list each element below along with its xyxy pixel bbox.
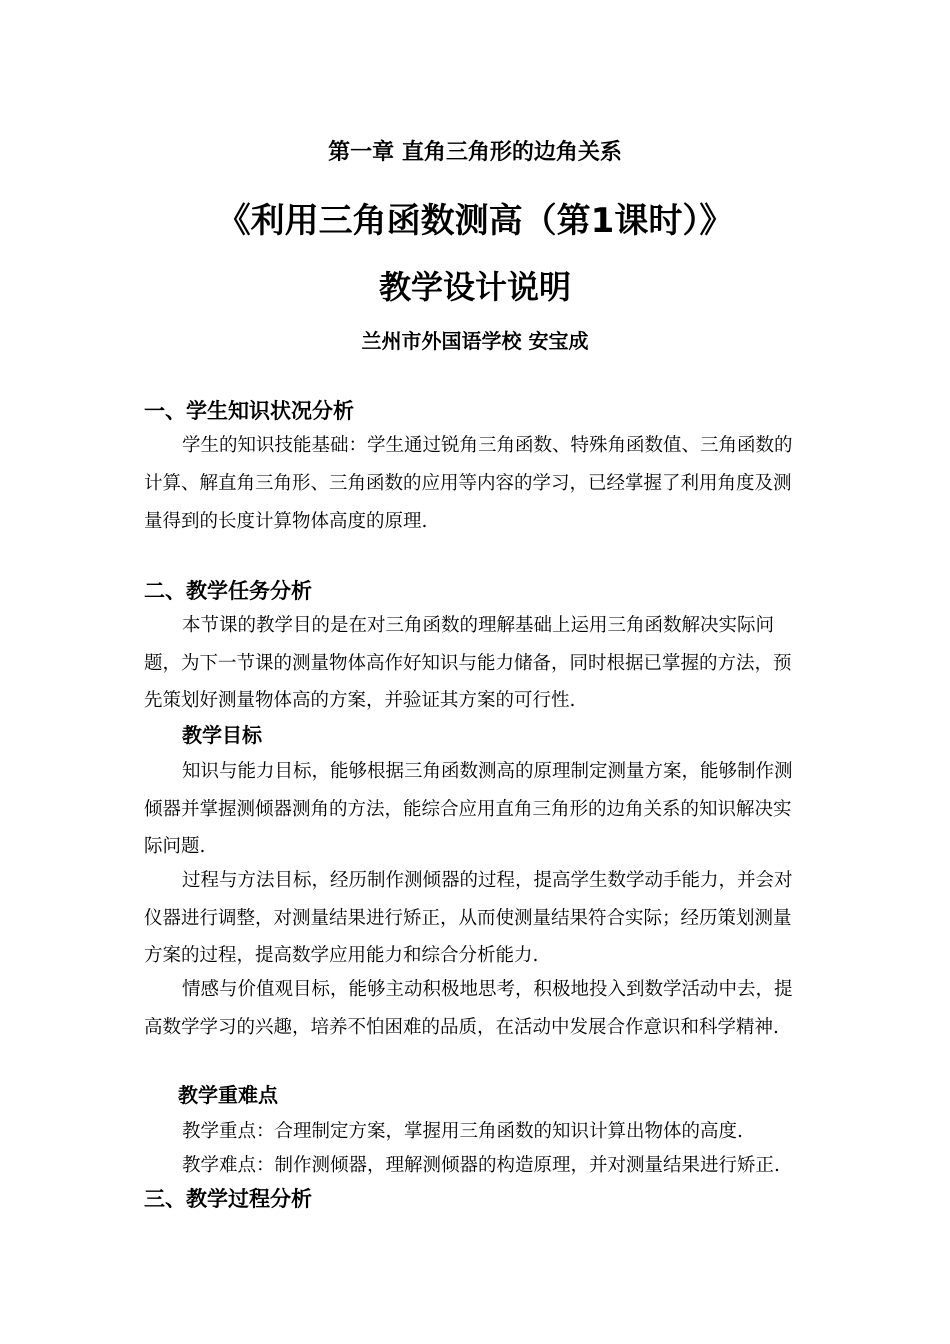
paragraph-line: 本节课的教学目的是在对三角函数的理解基础上运用三角函数解决实际问 — [182, 615, 775, 636]
goals-heading: 教学目标 — [182, 723, 262, 747]
lesson-title: 《利用三角函数测高（第1课时）》 — [216, 201, 734, 241]
section-3-heading: 三、教学过程分析 — [144, 1187, 312, 1211]
paragraph-line: 倾器并掌握测倾器测角的方法，能综合应用直角三角形的边角关系的知识解决实 — [144, 799, 792, 820]
paragraph-line: 仪器进行调整，对测量结果进行矫正，从而使测量结果符合实际；经历策划测量 — [144, 908, 792, 929]
section-1-heading: 一、学生知识状况分析 — [144, 399, 354, 423]
paragraph-line: 知识与能力目标，能够根据三角函数测高的原理制定测量方案，能够制作测 — [182, 761, 793, 782]
chapter-title: 第一章 直角三角形的边角关系 — [328, 140, 622, 165]
paragraph-line: 先策划好测量物体高的方案，并验证其方案的可行性. — [144, 690, 576, 711]
paragraph-line: 教学难点：制作测倾器，理解测倾器的构造原理，并对测量结果进行矫正. — [182, 1155, 780, 1176]
paragraph-line: 情感与价值观目标，能够主动积极地思考，积极地投入到数学活动中去，提 — [182, 979, 793, 1000]
paragraph-line: 过程与方法目标，经历制作测倾器的过程，提高学生数学动手能力，并会对 — [182, 870, 793, 891]
document-title: 教学设计说明 — [378, 268, 571, 306]
paragraph-line: 量得到的长度计算物体高度的原理. — [144, 511, 428, 532]
paragraph-line: 教学重点：合理制定方案，掌握用三角函数的知识计算出物体的高度. — [182, 1121, 743, 1142]
paragraph-line: 高数学学习的兴趣，培养不怕困难的品质，在活动中发展合作意识和科学精神. — [144, 1017, 779, 1038]
section-2-heading: 二、教学任务分析 — [144, 579, 312, 603]
paragraph-line: 题，为下一节课的测量物体高作好知识与能力储备，同时根据已掌握的方法，预 — [144, 653, 792, 674]
key-points-heading: 教学重难点 — [178, 1083, 278, 1107]
paragraph-line: 学生的知识技能基础：学生通过锐角三角函数、特殊角函数值、三角函数的 — [182, 435, 793, 456]
paragraph-line: 方案的过程，提高数学应用能力和综合分析能力. — [144, 945, 539, 966]
author-line: 兰州市外国语学校 安宝成 — [361, 329, 589, 353]
paragraph-line: 际问题. — [144, 836, 206, 857]
paragraph-line: 计算、解直角三角形、三角函数的应用等内容的学习，已经掌握了利用角度及测 — [144, 473, 792, 494]
